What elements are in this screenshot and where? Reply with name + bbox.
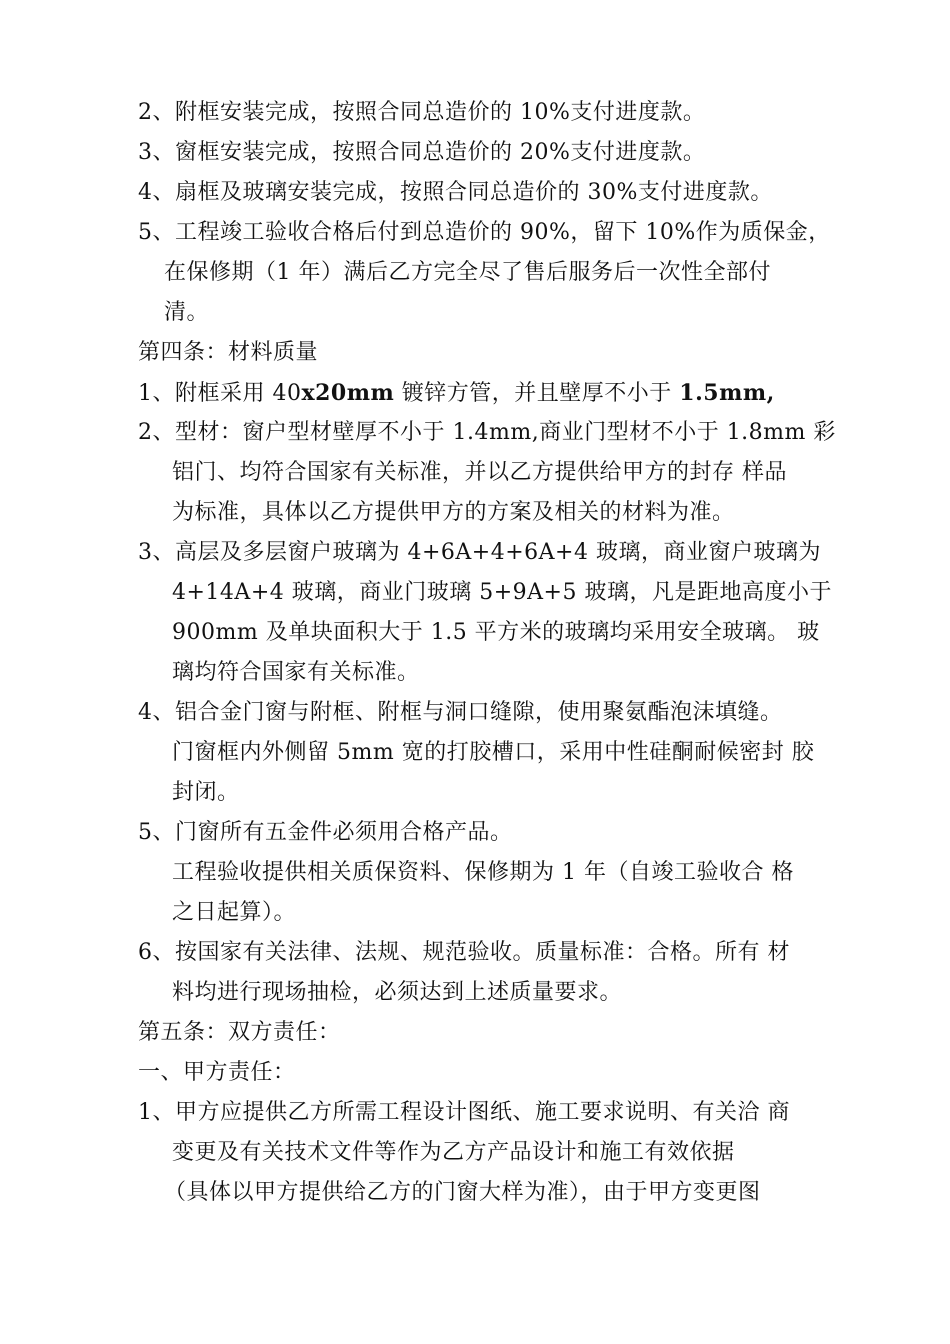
material-item-6-cont-1: 料均进行现场抽检，必须达到上述质量要求。 — [172, 980, 623, 1005]
subsection-party-a: 一、甲方责任： — [138, 1060, 296, 1085]
payment-item-5-cont-1: 在保修期（1 年）满后乙方完全尽了售后服务后一次性全部付 — [164, 260, 771, 285]
material-item-1-part-c: 镀锌方管，并且壁厚不小于 — [394, 381, 680, 406]
material-item-1-part-b: x20mm — [301, 380, 395, 406]
material-item-1 — [138, 378, 775, 409]
material-item-1-part-d: 1.5mm, — [679, 380, 775, 406]
material-item-6: 6、按国家有关法律、法规、规范验收。质量标准：合格。所有 材 — [138, 940, 790, 965]
material-item-4-cont-1: 门窗框内外侧留 5mm 宽的打胶槽口，采用中性硅酮耐候密封 胶 — [172, 740, 815, 765]
material-item-2: 2、型材：窗户型材壁厚不小于 1.4mm,商业门型材不小于 1.8mm 彩 — [138, 420, 836, 445]
party-a-item-1-cont-1: 变更及有关技术文件等作为乙方产品设计和施工有效依据 — [172, 1140, 735, 1165]
payment-item-5-cont-2: 清。 — [164, 300, 210, 325]
section-heading-4: 第四条：材料质量 — [138, 340, 319, 365]
material-item-2-cont-1: 铝门、均符合国家有关标准，并以乙方提供给甲方的封存 样品 — [172, 460, 787, 485]
material-item-3: 3、高层及多层窗户玻璃为 4+6A+4+6A+4 玻璃，商业窗户玻璃为 — [138, 540, 821, 565]
material-item-5-cont-1: 工程验收提供相关质保资料、保修期为 1 年（自竣工验收合 格 — [172, 860, 794, 885]
material-item-4: 4、铝合金门窗与附框、附框与洞口缝隙，使用聚氨酯泡沫填缝。 — [138, 700, 783, 725]
material-item-3-cont-3: 璃均符合国家有关标准。 — [172, 660, 420, 685]
material-item-5-cont-2: 之日起算）。 — [172, 900, 297, 925]
material-item-4-cont-2: 封闭。 — [172, 780, 240, 805]
material-item-5: 5、门窗所有五金件必须用合格产品。 — [138, 820, 513, 845]
party-a-item-1: 1、甲方应提供乙方所需工程设计图纸、施工要求说明、有关洽 商 — [138, 1100, 790, 1125]
payment-item-2: 2、附框安装完成，按照合同总造价的 10%支付进度款。 — [138, 100, 706, 125]
payment-item-5: 5、工程竣工验收合格后付到总造价的 90%，留下 10%作为质保金， — [138, 220, 831, 245]
material-item-3-cont-2: 900mm 及单块面积大于 1.5 平方米的玻璃均采用安全玻璃。 玻 — [172, 620, 820, 645]
payment-item-3: 3、窗框安装完成，按照合同总造价的 20%支付进度款。 — [138, 140, 706, 165]
material-item-1-part-a: 1、附框采用 40 — [138, 381, 302, 406]
payment-item-4: 4、扇框及玻璃安装完成，按照合同总造价的 30%支付进度款。 — [138, 180, 773, 205]
material-item-3-cont-1: 4+14A+4 玻璃，商业门玻璃 5+9A+5 玻璃，凡是距地高度小于 — [172, 580, 832, 605]
party-a-item-1-cont-2: （具体以甲方提供给乙方的门窗大样为准），由于甲方变更图 — [164, 1180, 761, 1205]
section-heading-5: 第五条：双方责任： — [138, 1020, 341, 1045]
material-item-2-cont-2: 为标准，具体以乙方提供甲方的方案及相关的材料为准。 — [172, 500, 735, 525]
